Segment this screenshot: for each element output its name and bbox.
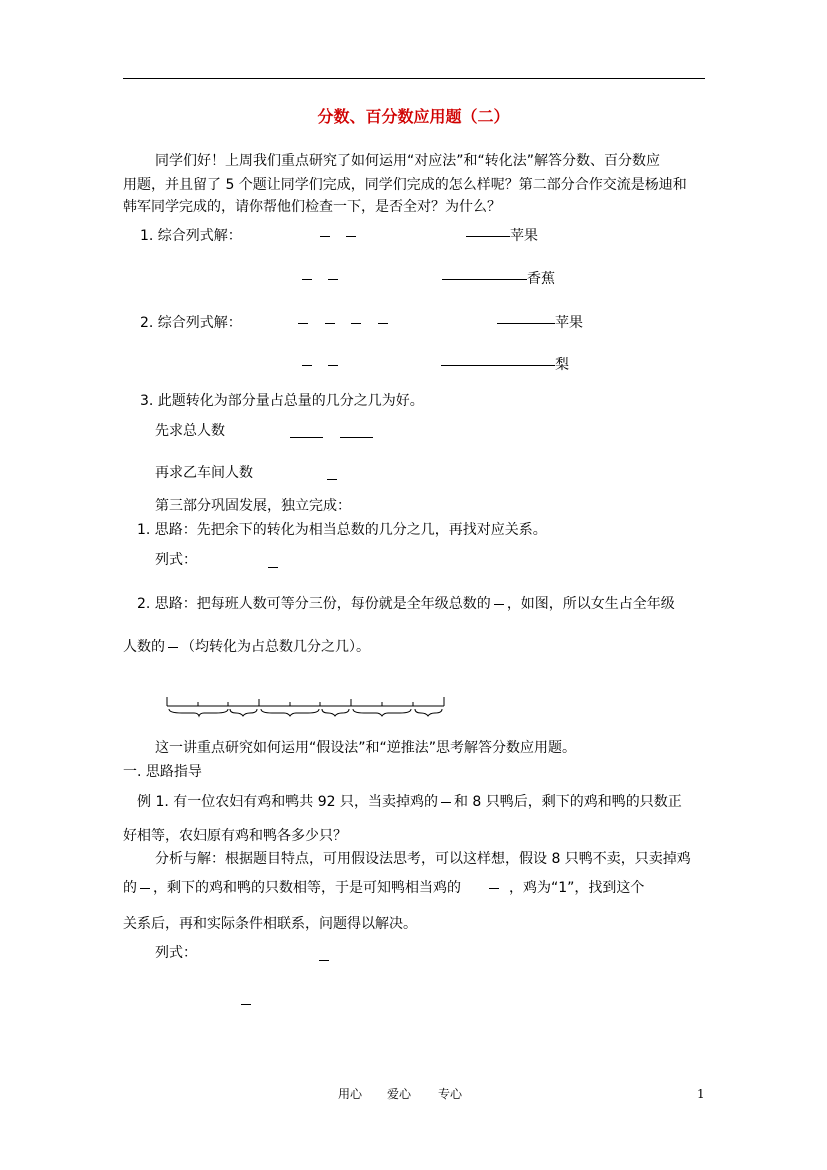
fraction-placeholder bbox=[302, 272, 338, 286]
fraction-placeholder bbox=[298, 316, 388, 330]
footer-motto-3: 专心 bbox=[438, 1087, 463, 1101]
part-3-formula-label: 列式： bbox=[155, 552, 197, 568]
page-title: 分数、百分数应用题（二） bbox=[317, 107, 510, 126]
analysis-line-2: 的 ，剩下的鸡和鸭的只数相等，于是可知鸭相当鸡的 ，鸡为“1”，找到这个 bbox=[123, 880, 645, 896]
fraction-placeholder bbox=[268, 560, 278, 574]
lesson-intro: 这一讲重点研究如何运用“假设法”和“逆推法”思考解答分数应用题。 bbox=[155, 740, 577, 756]
formula-label: 列式： bbox=[155, 945, 197, 961]
page-number: 1 bbox=[697, 1087, 705, 1101]
item-2-apple: 苹果 bbox=[497, 316, 583, 330]
part-3-step-2: 2. 思路：把每班人数可等分三份，每份就是全年级总数的 ，如图，所以女生占全年级 bbox=[137, 596, 675, 612]
intro-line-2: 用题，并且留了 5 个题让同学们完成，同学们完成的怎么样呢？第二部分合作交流是杨迪和 bbox=[123, 177, 687, 193]
example-1-line-1: 例 1. 有一位农妇有鸡和鸭共 92 只，当卖掉鸡的 和 8 只鸭后，剩下的鸡和鸭的只数正 bbox=[137, 794, 682, 810]
item-1-label: 1. 综合列式解： bbox=[140, 228, 242, 244]
analysis-line-3: 关系后，再和实际条件相联系，问题得以解决。 bbox=[123, 916, 417, 932]
first-step-label: 先求总人数 bbox=[155, 423, 225, 439]
intro-line-3: 韩军同学完成的，请你帮他们检查一下，是否全对？为什么？ bbox=[123, 199, 501, 215]
part-3-heading: 第三部分巩固发展，独立完成： bbox=[155, 498, 351, 514]
footer-motto-2: 爱心 bbox=[387, 1087, 412, 1101]
fraction-placeholder bbox=[241, 997, 251, 1011]
section-heading: 一. 思路指导 bbox=[123, 764, 202, 780]
then-step-label: 再求乙车间人数 bbox=[155, 465, 253, 481]
fraction-placeholder bbox=[327, 472, 337, 486]
part-3-step-1: 1. 思路：先把余下的转化为相当总数的几分之几，再找对应关系。 bbox=[137, 522, 547, 538]
item-2-label: 2. 综合列式解： bbox=[140, 315, 242, 331]
footer-motto-1: 用心 bbox=[338, 1087, 363, 1101]
item-1-apple: 苹果 bbox=[466, 229, 538, 243]
item-2-pear: 梨 bbox=[441, 358, 569, 372]
example-1-line-2: 好相等，农妇原有鸡和鸭各多少只？ bbox=[123, 828, 347, 844]
fraction-placeholder bbox=[319, 953, 329, 967]
segment-diagram bbox=[164, 694, 448, 720]
item-1-banana: 香蕉 bbox=[442, 272, 555, 286]
item-3-text: 3. 此题转化为部分量占总量的几分之几为好。 bbox=[140, 393, 424, 409]
header-rule bbox=[123, 78, 705, 79]
intro-line-1: 同学们好！上周我们重点研究了如何运用“对应法”和“转化法”解答分数、百分数应 bbox=[155, 153, 661, 169]
fraction-placeholder bbox=[320, 229, 356, 243]
fraction-placeholder bbox=[290, 430, 373, 444]
part-3-step-2-cont: 人数的 （均转化为占总数几分之几）。 bbox=[123, 639, 370, 655]
fraction-placeholder bbox=[302, 358, 338, 372]
analysis-line-1: 分析与解：根据题目特点，可用假设法思考，可以这样想，假设 8 只鸭不卖，只卖掉鸡 bbox=[155, 851, 691, 867]
